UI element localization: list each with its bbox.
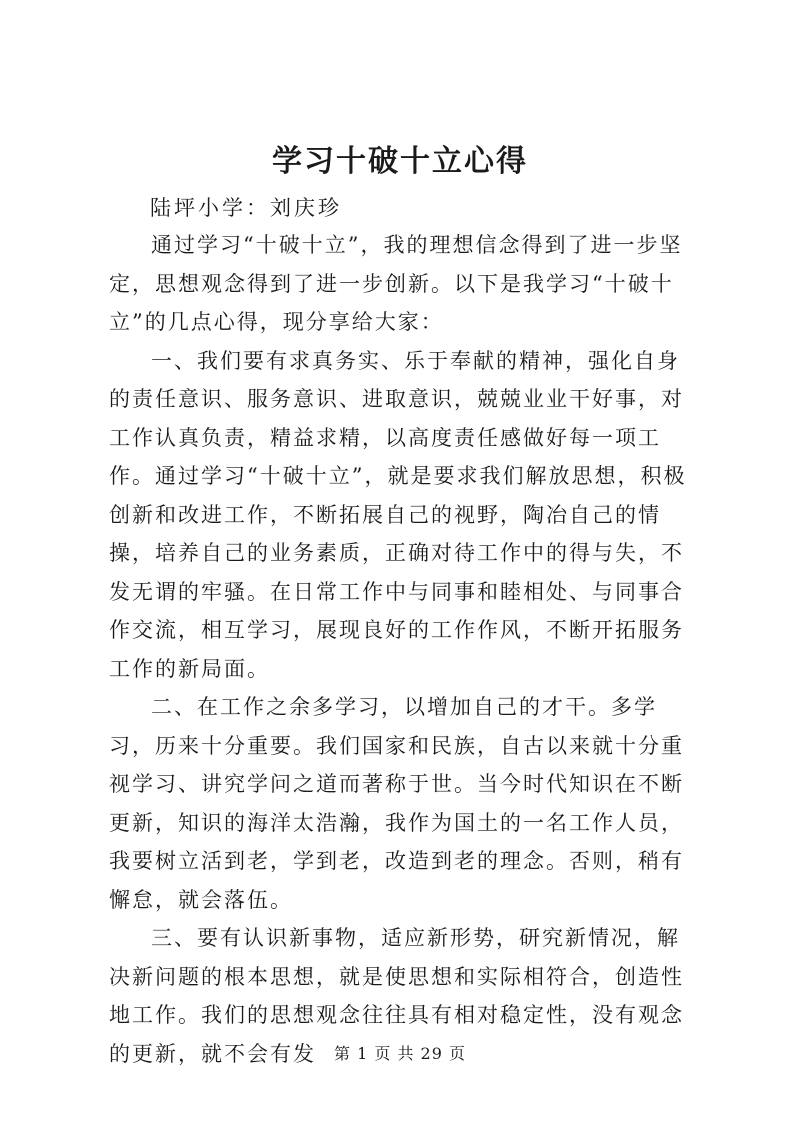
- page-title: 学习十破十立心得: [272, 144, 528, 179]
- paragraph-point-2: 二、在工作之余多学习，以增加自己的才干。多学习，历来十分重要。我们国家和民族，自古以来就十分重视学习、讲究学问之道而著称于世。当今时代知识在不断更新，知识的海洋太浩瀚，我作为国土的一名工作人员，我要树立活到老，学到老，改造到老的理念。否则，稍有懈怠，就会落伍。: [109, 695, 684, 912]
- document-body: [109, 226, 699, 1073]
- paragraph-point-3: 三、要有认识新事物，适应新形势，研究新情况，解决新问题的根本思想，就是使思想和实际相符合，创造性地工作。我们的思想观念往往具有相对稳定性，没有观念的更新，就不会有发: [109, 926, 684, 1066]
- paragraph-point-1: 一、我们要有求真务实、乐于奉献的精神，强化自身的责任意识、服务意识、进取意识，兢兢业业干好事，对工作认真负责，精益求精，以高度责任感做好每一项工作。通过学习“十破十立”，就是要求我们解放思想，积极创新和改进工作，不断拓展自己的视野，陶冶自己的情操，培养自己的业务素质，正确对待工作中的得与失，不发无谓的牢骚。在日常工作中与同事和睦相处、与同事合作交流，相互学习，展现良好的工作作风，不断开拓服务工作的新局面。: [109, 348, 687, 681]
- page-footer: 第 1 页 共 29 页: [334, 1044, 466, 1063]
- author-line: 陆坪小学：刘庆珍: [150, 196, 342, 220]
- paragraph-intro: 通过学习“十破十立”，我的理想信念得到了进一步坚定，思想观念得到了进一步创新。以下是我学习“十破十立”的几点心得，现分享给大家：: [109, 233, 683, 334]
